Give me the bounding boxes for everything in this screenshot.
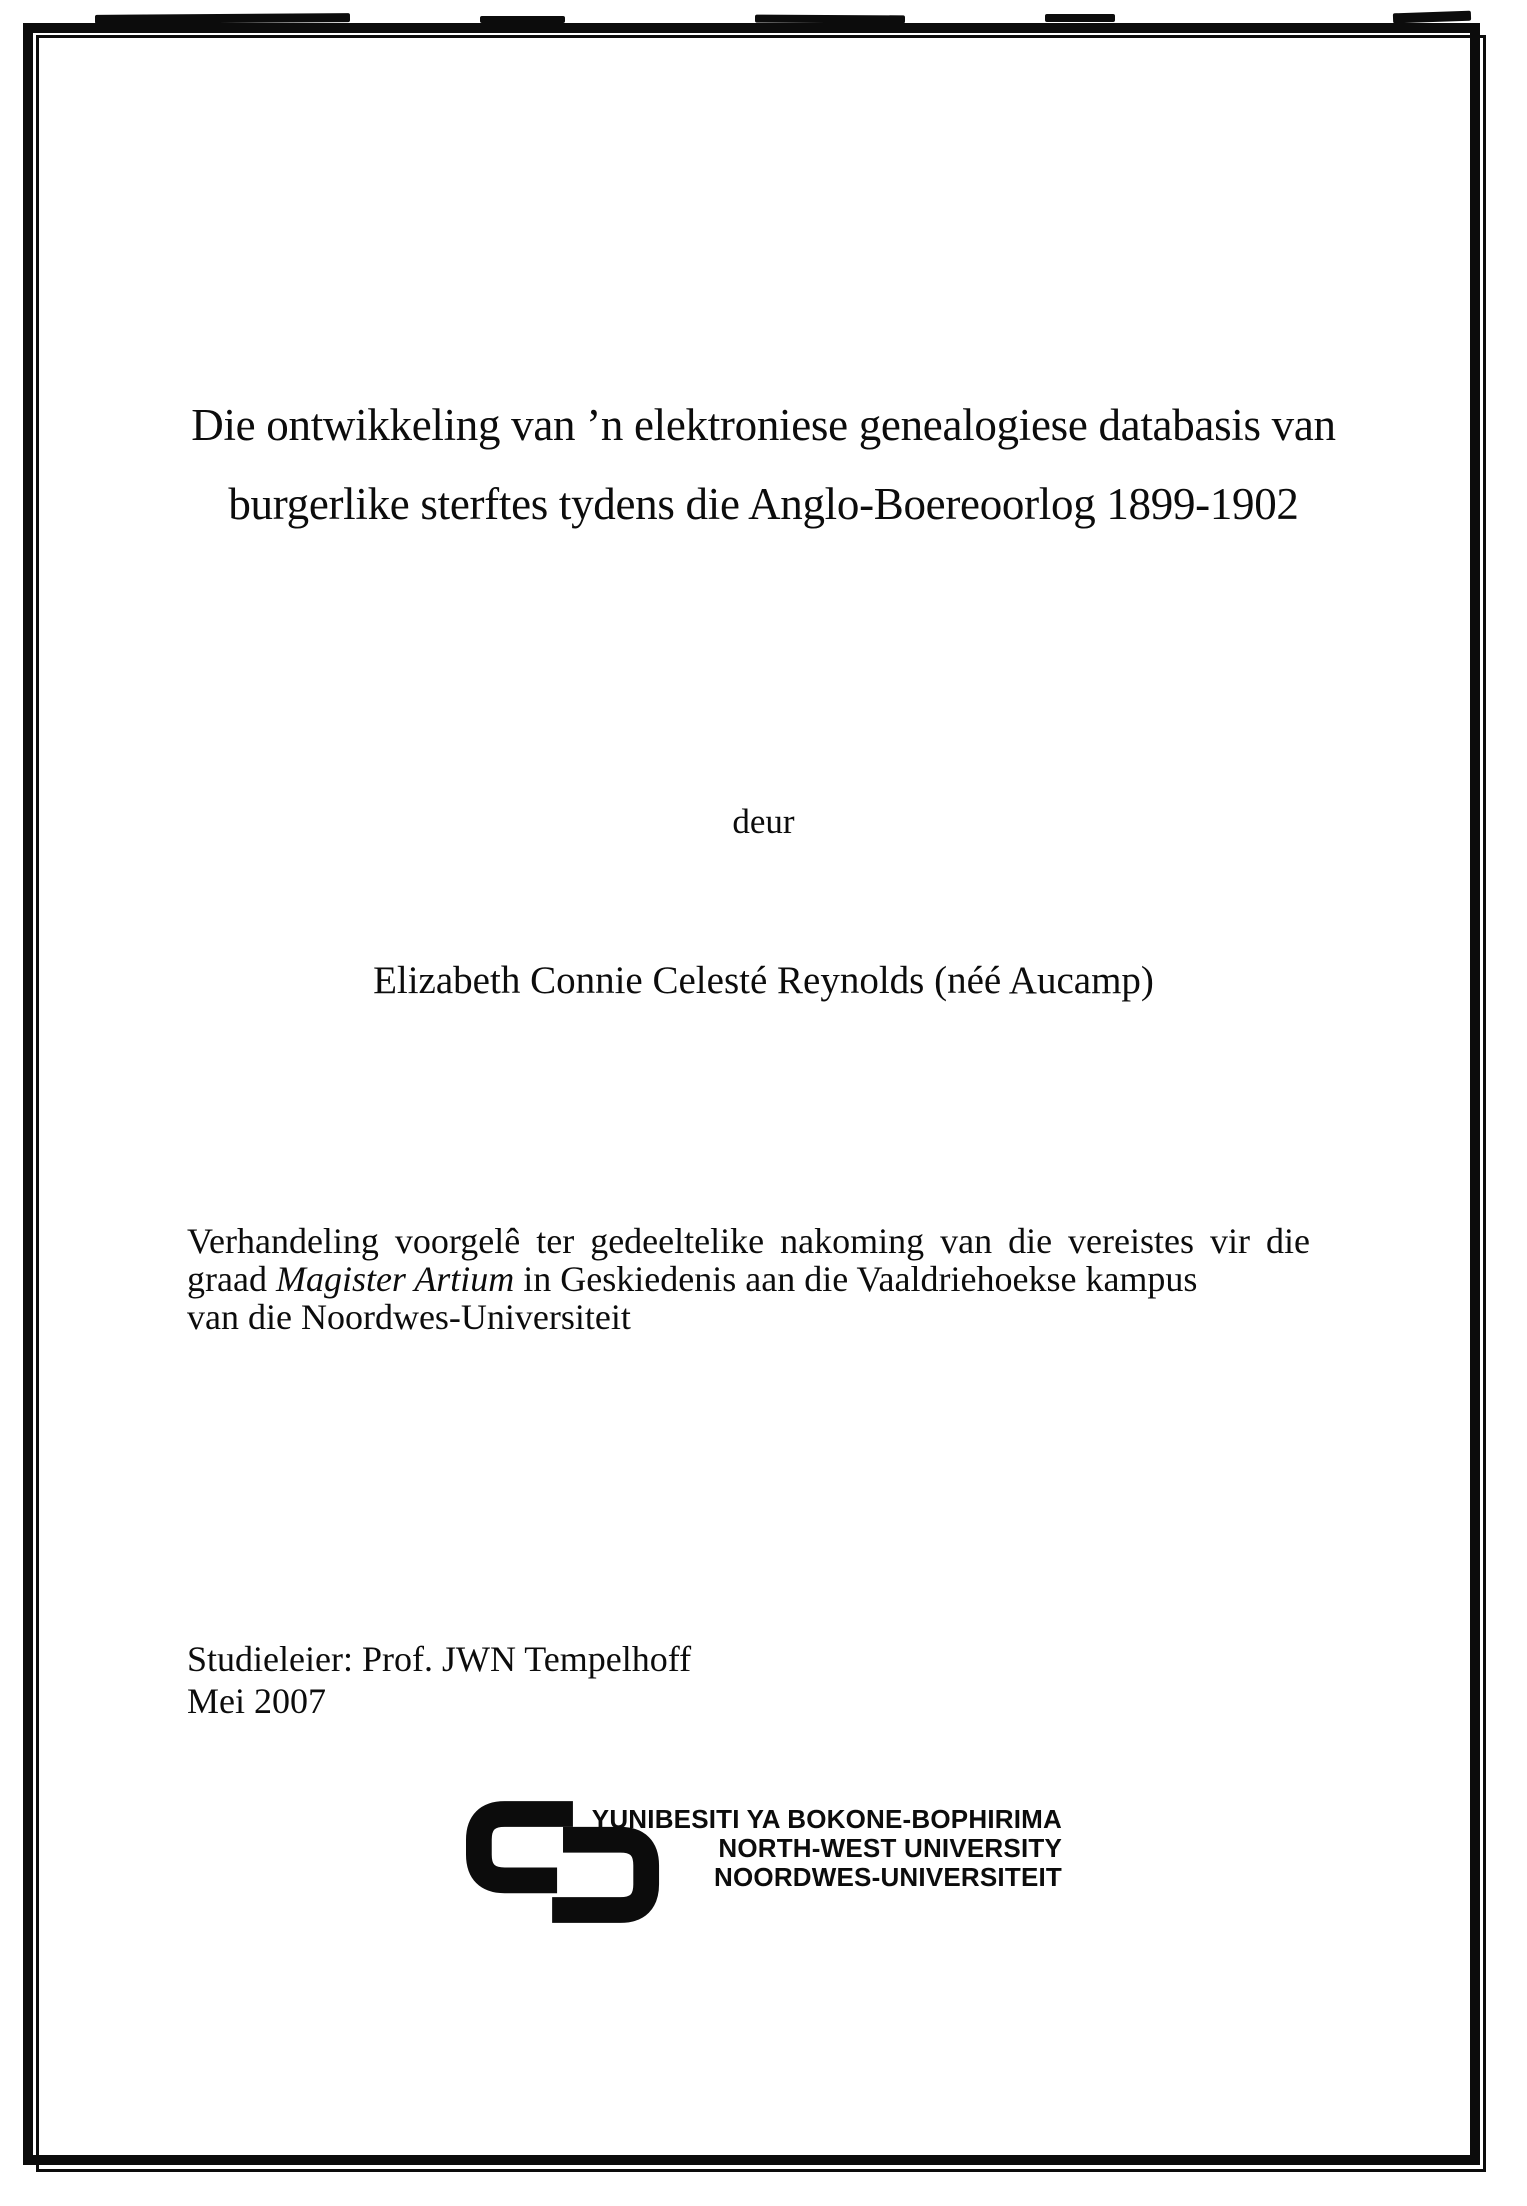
submission-statement-line1: Verhandeling voorgelê ter gedeeltelike nakoming van die vereistes vir die xyxy=(187,1221,1310,1261)
university-wordmark xyxy=(560,1805,1062,1892)
statement-line2-prefix: graad xyxy=(187,1259,276,1299)
university-name-setswana: YUNIBESITI YA BOKONE-BOPHIRIMA xyxy=(591,1804,1062,1834)
scan-artifact xyxy=(95,13,350,24)
scan-artifact xyxy=(480,16,565,23)
submission-statement-line3: van die Noordwes-Universiteit xyxy=(187,1297,631,1337)
thesis-title-line1: Die ontwikkeling van ’n elektroniese genealogiese databasis van xyxy=(191,400,1336,450)
scan-artifact xyxy=(1393,11,1471,24)
thesis-title-line2: burgerlike sterftes tydens die Anglo-Boereoorlog 1899-1902 xyxy=(228,479,1299,529)
degree-name-italic: Magister Artium xyxy=(275,1259,515,1299)
thesis-title xyxy=(60,386,1467,544)
author-name: Elizabeth Connie Celesté Reynolds (néé Aucamp) xyxy=(373,959,1154,1002)
scan-artifact xyxy=(755,15,905,24)
submission-statement xyxy=(187,1222,1353,1336)
statement-line2-suffix: in Geskiedenis aan die Vaaldriehoekse kampus xyxy=(514,1259,1198,1299)
date-line: Mei 2007 xyxy=(187,1681,326,1721)
logo-left-link-icon xyxy=(479,1814,573,1880)
supervisor-block xyxy=(187,1638,1087,1722)
university-name-afrikaans: NOORDWES-UNIVERSITEIT xyxy=(714,1862,1062,1892)
byline: deur xyxy=(732,802,795,841)
supervisor-line: Studieleier: Prof. JWN Tempelhoff xyxy=(187,1639,692,1679)
submission-statement-line2 xyxy=(187,1260,1353,1298)
scan-artifact xyxy=(1045,14,1115,22)
university-name-english: NORTH-WEST UNIVERSITY xyxy=(718,1833,1062,1863)
